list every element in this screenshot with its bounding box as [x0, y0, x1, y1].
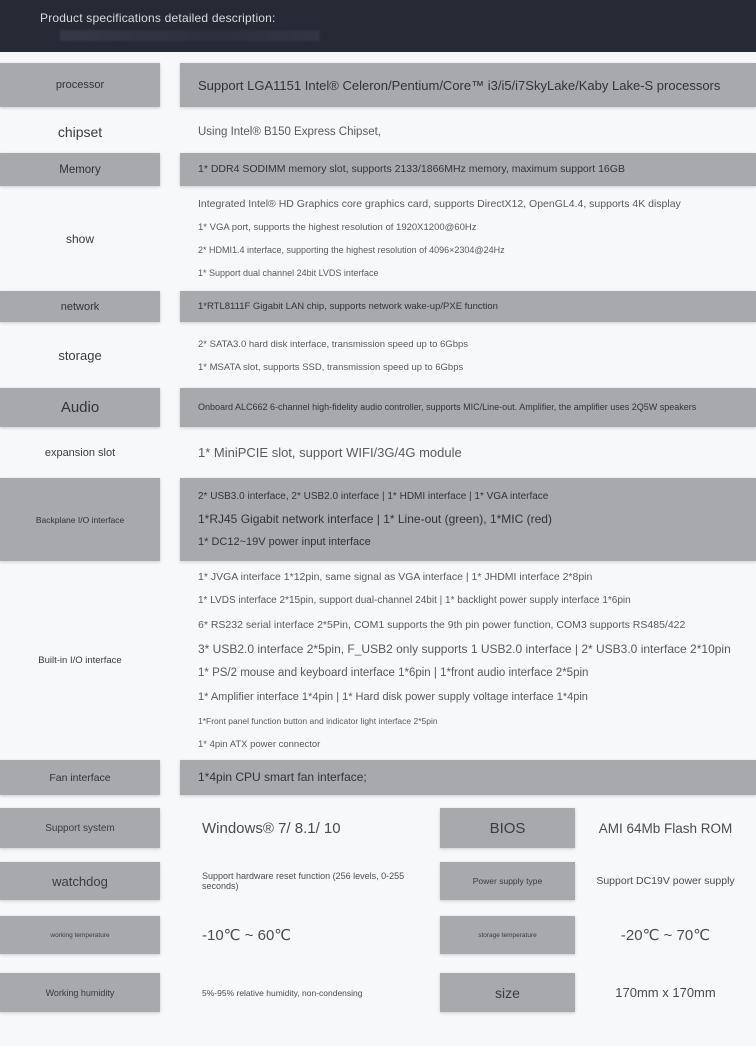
- spec-row-chipset: [0, 113, 756, 151]
- grid-label: Support system: [0, 808, 160, 848]
- grid-label: Working humidity: [0, 973, 160, 1012]
- grid-value: 5%-95% relative humidity, non-condensing: [202, 987, 363, 998]
- spec-row-memory: [0, 153, 756, 186]
- row-label: Fan interface: [0, 760, 160, 795]
- grid-row-working-humidity: [0, 973, 756, 1012]
- row-value: Support LGA1151 Intel® Celeron/Pentium/Core™ i3/i5/i7SkyLake/Kaby Lake-S processors: [198, 77, 721, 93]
- row-value-line: Integrated Intel® HD Graphics core graphics card, supports DirectX12, OpenGL4.4, supports 4K display: [198, 197, 681, 210]
- grid-value: -20℃ ~ 70℃: [620, 927, 711, 944]
- row-value-line: 6* RS232 serial interface 2*5Pin, COM1 supports the 9th pin power function, COM3 supports RS485/422: [198, 618, 686, 631]
- row-label: Audio: [0, 388, 160, 427]
- row-value-line: 2* SATA3.0 hard disk interface, transmission speed up to 6Gbps: [198, 338, 469, 350]
- row-value-line: 1* DC12~19V power input interface: [198, 536, 371, 548]
- row-value-line: 1* 4pin ATX power connector: [198, 738, 321, 750]
- grid-label: watchdog: [0, 862, 160, 900]
- spec-grid: [0, 808, 756, 1012]
- spec-row-builtin-io: [0, 564, 756, 757]
- grid-value: AMI 64Mb Flash ROM: [598, 820, 733, 836]
- spec-row-processor: [0, 63, 756, 107]
- row-value-line: 1* Support dual channel 24bit LVDS interface: [198, 267, 379, 278]
- spec-row-storage: [0, 325, 756, 386]
- faded-subtitle-smudge: [60, 30, 320, 41]
- grid-row-working-temperature: [0, 916, 756, 954]
- page-header: [0, 0, 756, 52]
- grid-value: Support hardware reset function (256 levels, 0-255 seconds): [202, 871, 405, 891]
- row-value-line: 2* HDMI1.4 interface, supporting the highest resolution of 4096×2304@24Hz: [198, 244, 505, 255]
- spec-row-network: [0, 291, 756, 322]
- grid-label: Power supply type: [440, 862, 575, 900]
- row-label: expansion slot: [44, 446, 116, 459]
- row-value-line: 1* LVDS interface 2*15pin, support dual-channel 24bit | 1* backlight power supply interface 1*6pin: [198, 594, 631, 606]
- grid-value: Windows® 7/ 8.1/ 10: [202, 819, 341, 837]
- row-value-line: 1* VGA port, supports the highest resolution of 1920X1200@60Hz: [198, 221, 477, 233]
- row-value: 1* MiniPCIE slot, support WIFI/3G/4G module: [198, 445, 462, 460]
- row-label: storage: [58, 348, 102, 363]
- spec-row-backplane-io: [0, 478, 756, 561]
- spec-row-show: [0, 189, 756, 288]
- spec-row-audio: [0, 388, 756, 427]
- grid-value: -10℃ ~ 60℃: [202, 927, 292, 944]
- row-value-line: 1*RJ45 Gigabit network interface | 1* Line-out (green), 1*MIC (red): [198, 512, 552, 526]
- row-value-line: 1* JVGA interface 1*12pin, same signal as VGA interface | 1* JHDMI interface 2*8pin: [198, 570, 593, 583]
- grid-label: size: [440, 973, 575, 1012]
- grid-label: working temperature: [0, 916, 160, 954]
- grid-label: storage temperature: [440, 916, 575, 954]
- spec-row-fan: [0, 760, 756, 795]
- spec-row-expansion-slot: [0, 430, 756, 475]
- row-label: processor: [0, 63, 160, 107]
- row-value-line: 1*Front panel function button and indicator light interface 2*5pin: [198, 715, 438, 726]
- row-value-line: 1* Amplifier interface 1*4pin | 1* Hard disk power supply voltage interface 1*4pin: [198, 690, 588, 703]
- grid-row-watchdog: [0, 862, 756, 900]
- row-label: Memory: [0, 153, 160, 186]
- row-label: network: [0, 291, 160, 322]
- row-value: Onboard ALC662 6-channel high-fidelity audio controller, supports MIC/Line-out. Amplifier, the amplifier uses 2Q5W speakers: [198, 402, 697, 412]
- row-value: 1*RTL8111F Gigabit LAN chip, supports network wake-up/PXE function: [198, 301, 498, 312]
- row-label: show: [65, 231, 94, 246]
- grid-label: BIOS: [440, 808, 575, 848]
- row-value-line: 3* USB2.0 interface 2*5pin, F_USB2 only supports 1 USB2.0 interface | 2* USB3.0 interface 2*10pin: [198, 641, 731, 656]
- grid-row-support-system: [0, 808, 756, 848]
- row-label: chipset: [57, 124, 103, 140]
- spec-table: [0, 63, 756, 795]
- row-value: Using Intel® B150 Express Chipset,: [198, 125, 381, 138]
- row-value-line: 1* MSATA slot, supports SSD, transmission speed up to 6Gbps: [198, 361, 464, 373]
- row-value-line: 1* PS/2 mouse and keyboard interface 1*6pin | 1*front audio interface 2*5pin: [198, 666, 589, 679]
- row-value-line: 2* USB3.0 interface, 2* USB2.0 interface | 1* HDMI interface | 1* VGA interface: [198, 491, 549, 502]
- grid-value: 170mm x 170mm: [615, 985, 716, 1000]
- row-label: Backplane I/O interface: [0, 478, 160, 561]
- grid-value: Support DC19V power supply: [596, 875, 735, 887]
- row-value: 1* DDR4 SODIMM memory slot, supports 2133/1866MHz memory, maximum support 16GB: [198, 163, 625, 175]
- row-value: 1*4pin CPU smart fan interface;: [198, 770, 367, 784]
- row-label: Built-in I/O interface: [38, 655, 122, 666]
- page-title: Product specifications detailed description:: [40, 11, 276, 25]
